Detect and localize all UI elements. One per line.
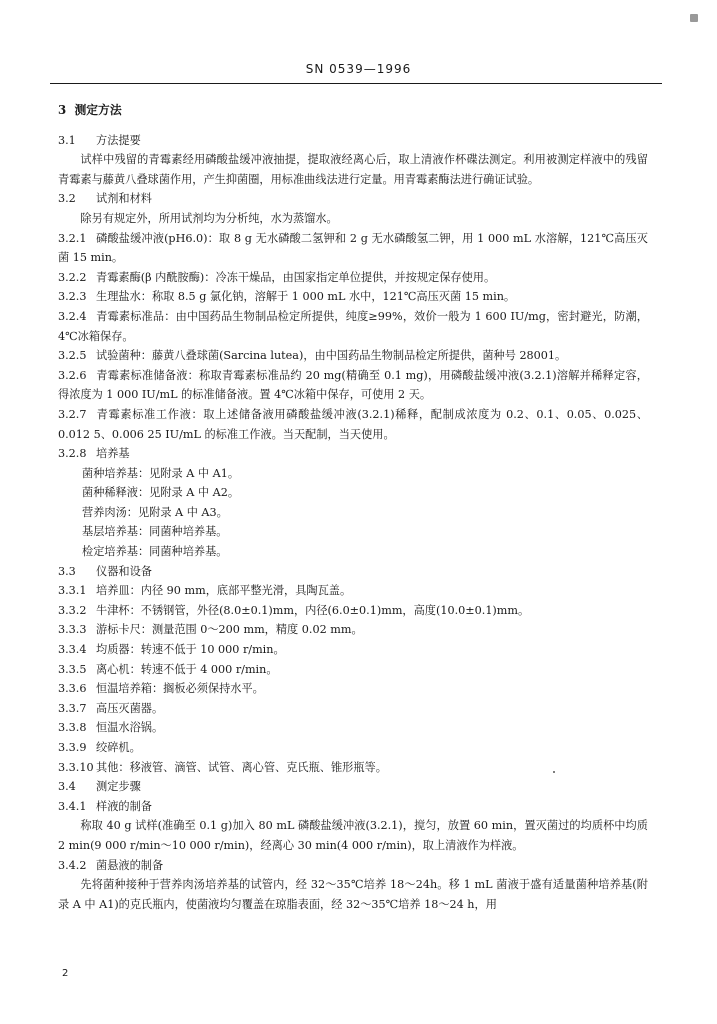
clause-number: 3.2.5 <box>58 349 87 363</box>
subsection-heading-3-1 <box>58 131 648 151</box>
scan-speck <box>553 771 555 773</box>
equipment-item <box>58 699 648 719</box>
clause-number: 3.3.4 <box>58 643 87 657</box>
clause-3-2-2 <box>58 268 648 288</box>
clause-text: 青霉素标准品：由中国药品生物制品检定所提供，纯度≥99%，效价一般为 1 600 IU/mg，密封避光，防潮，4℃冰箱保存。 <box>58 309 648 343</box>
clause-number: 3.2.8 <box>58 447 87 461</box>
clause-number: 3.4.1 <box>58 799 87 813</box>
clause-3-2-6 <box>58 366 648 405</box>
equipment-item <box>58 581 648 601</box>
clause-number: 3.3.1 <box>58 584 87 598</box>
paragraph-3-4-1: 称取 40 g 试样(准确至 0.1 g)加入 80 mL 磷酸盐缓冲液(3.2.1)，搅匀，放置 60 min，置灭菌过的均质杯中均质 2 min(9 000 r/min～10 000 r/min)，经离心 30 min(4 000 r/min)，取上清液作为样液。 <box>58 819 648 852</box>
clause-number: 3.3.7 <box>58 701 87 715</box>
clause-text: 其他：移液管、滴管、试管、离心管、克氏瓶、锥形瓶等。 <box>96 760 387 774</box>
equipment-item <box>58 718 648 738</box>
clause-text: 牛津杯：不锈钢管，外径(8.0±0.1)mm，内径(6.0±0.1)mm，高度(10.0±0.1)mm。 <box>96 603 530 617</box>
clause-number: 3.4.2 <box>58 858 87 872</box>
clause-text: 培养皿：内径 90 mm，底部平整光滑，具陶瓦盖。 <box>96 584 352 598</box>
subsection-number: 3.1 <box>58 133 76 147</box>
equipment-item <box>58 758 648 778</box>
clause-number: 3.2.3 <box>58 290 87 304</box>
subsection-heading-3-2 <box>58 189 648 209</box>
medium-item: 菌种培养基：见附录 A 中 A1。 <box>82 466 240 480</box>
clause-title: 培养基 <box>96 447 130 461</box>
clause-number: 3.2.4 <box>58 309 87 323</box>
paragraph-3-1: 试样中残留的青霉素经用磷酸盐缓冲液抽提，提取液经离心后，取上清液作杯碟法测定。利用被测定样液中的残留青霉素与藤黄八叠球菌作用，产生抑菌圈，用标准曲线法进行定量。用青霉素酶法进行确证试验。 <box>58 153 648 186</box>
clause-text: 恒温水浴锅。 <box>96 721 164 735</box>
subsection-title: 方法提要 <box>96 133 141 147</box>
clause-number: 3.3.3 <box>58 623 87 637</box>
equipment-item <box>58 679 648 699</box>
standard-code-header: SN 0539—1996 <box>305 62 412 76</box>
clause-number: 3.2.6 <box>58 368 87 382</box>
clause-number: 3.3.9 <box>58 741 87 754</box>
subsection-title: 试剂和材料 <box>96 192 152 206</box>
clause-3-2-4 <box>58 307 648 346</box>
clause-text: 试验菌种：藤黄八叠球菌(Sarcina lutea)，由中国药品生物制品检定所提供，菌种号 28001。 <box>96 349 567 363</box>
clause-number: 3.3.10 <box>58 760 94 774</box>
clause-text: 游标卡尺：测量范围 0～200 mm，精度 0.02 mm。 <box>96 623 363 637</box>
medium-item: 基层培养基：同菌种培养基。 <box>82 525 228 539</box>
section-title: 测定方法 <box>74 103 122 117</box>
subsection-heading-3-3 <box>58 562 648 582</box>
subsection-title: 测定步骤 <box>96 780 141 794</box>
clause-3-2-8-heading <box>58 444 648 464</box>
clause-text: 青霉素酶(β 内酰胺酶)：冷冻干燥品，由国家指定单位提供，并按规定保存使用。 <box>96 270 496 284</box>
clause-3-2-1 <box>58 229 648 268</box>
clause-text: 离心机：转速不低于 4 000 r/min。 <box>96 662 278 676</box>
header-rule <box>50 83 662 84</box>
clause-number: 3.3.6 <box>58 682 87 696</box>
clause-number: 3.3.8 <box>58 721 87 735</box>
clause-3-2-3 <box>58 287 648 307</box>
subsection-title: 仪器和设备 <box>96 564 152 578</box>
clause-number: 3.2.7 <box>58 407 87 421</box>
clause-3-4-2-heading <box>58 856 648 876</box>
scan-speck <box>690 14 698 22</box>
section-number: 3 <box>58 103 67 117</box>
medium-item: 检定培养基：同菌种培养基。 <box>82 545 228 559</box>
clause-3-2-7 <box>58 405 648 444</box>
equipment-item <box>58 738 648 758</box>
equipment-item <box>58 640 648 660</box>
document-body <box>58 101 648 914</box>
medium-item: 营养肉汤：见附录 A 中 A3。 <box>82 505 228 519</box>
subsection-number: 3.4 <box>58 780 76 794</box>
clause-text: 绞碎机。 <box>96 741 141 754</box>
subsection-heading-3-4 <box>58 777 648 797</box>
clause-3-2-5 <box>58 346 648 366</box>
clause-text: 磷酸盐缓冲液(pH6.0)：取 8 g 无水磷酸二氢钾和 2 g 无水磷酸氢二钾，用 1 000 mL 水溶解，121℃高压灭菌 15 min。 <box>58 231 648 265</box>
clause-text: 青霉素标准储备液：称取青霉素标准品约 20 mg(精确至 0.1 mg)，用磷酸盐缓冲液(3.2.1)溶解并稀释定容，得浓度为 1 000 IU/mL 的标准储备液。置 4℃冰箱中保存，可使用 2 天。 <box>58 368 648 402</box>
clause-number: 3.2.2 <box>58 270 87 284</box>
clause-text: 恒温培养箱：搁板必须保持水平。 <box>96 682 264 696</box>
clause-text: 均质器：转速不低于 10 000 r/min。 <box>96 643 285 657</box>
clause-title: 样液的制备 <box>96 799 152 813</box>
subsection-number: 3.2 <box>58 192 76 206</box>
clause-title: 菌悬液的制备 <box>96 858 164 872</box>
page-number: 2 <box>62 968 69 979</box>
clause-text: 生理盐水：称取 8.5 g 氯化钠，溶解于 1 000 mL 水中，121℃高压灭菌 15 min。 <box>96 290 516 304</box>
clause-3-4-1-heading <box>58 797 648 817</box>
clause-number: 3.3.2 <box>58 603 87 617</box>
clause-text: 高压灭菌器。 <box>96 701 164 715</box>
clause-text: 青霉素标准工作液：取上述储备液用磷酸盐缓冲液(3.2.1)稀释，配制成浓度为 0.2、0.1、0.05、0.025、0.012 5、0.006 25 IU/mL 的标准工作液。当天配制，当天使用。 <box>58 407 648 441</box>
paragraph-3-2: 除另有规定外，所用试剂均为分析纯，水为蒸馏水。 <box>80 211 338 225</box>
equipment-item <box>58 620 648 640</box>
clause-number: 3.3.5 <box>58 662 87 676</box>
equipment-item <box>58 601 648 621</box>
section-heading <box>58 101 648 121</box>
paragraph-3-4-2: 先将菌种接种于营养肉汤培养基的试管内，经 32～35℃培养 18～24h。移 1 mL 菌液于盛有适量菌种培养基(附录 A 中 A1)的克氏瓶内，使菌液均匀覆盖在琼脂表面，经 32～35℃培养 18～24 h，用 <box>58 878 648 911</box>
subsection-number: 3.3 <box>58 564 76 578</box>
medium-item: 菌种稀释液：见附录 A 中 A2。 <box>82 486 240 500</box>
clause-number: 3.2.1 <box>58 231 87 245</box>
equipment-item <box>58 660 648 680</box>
